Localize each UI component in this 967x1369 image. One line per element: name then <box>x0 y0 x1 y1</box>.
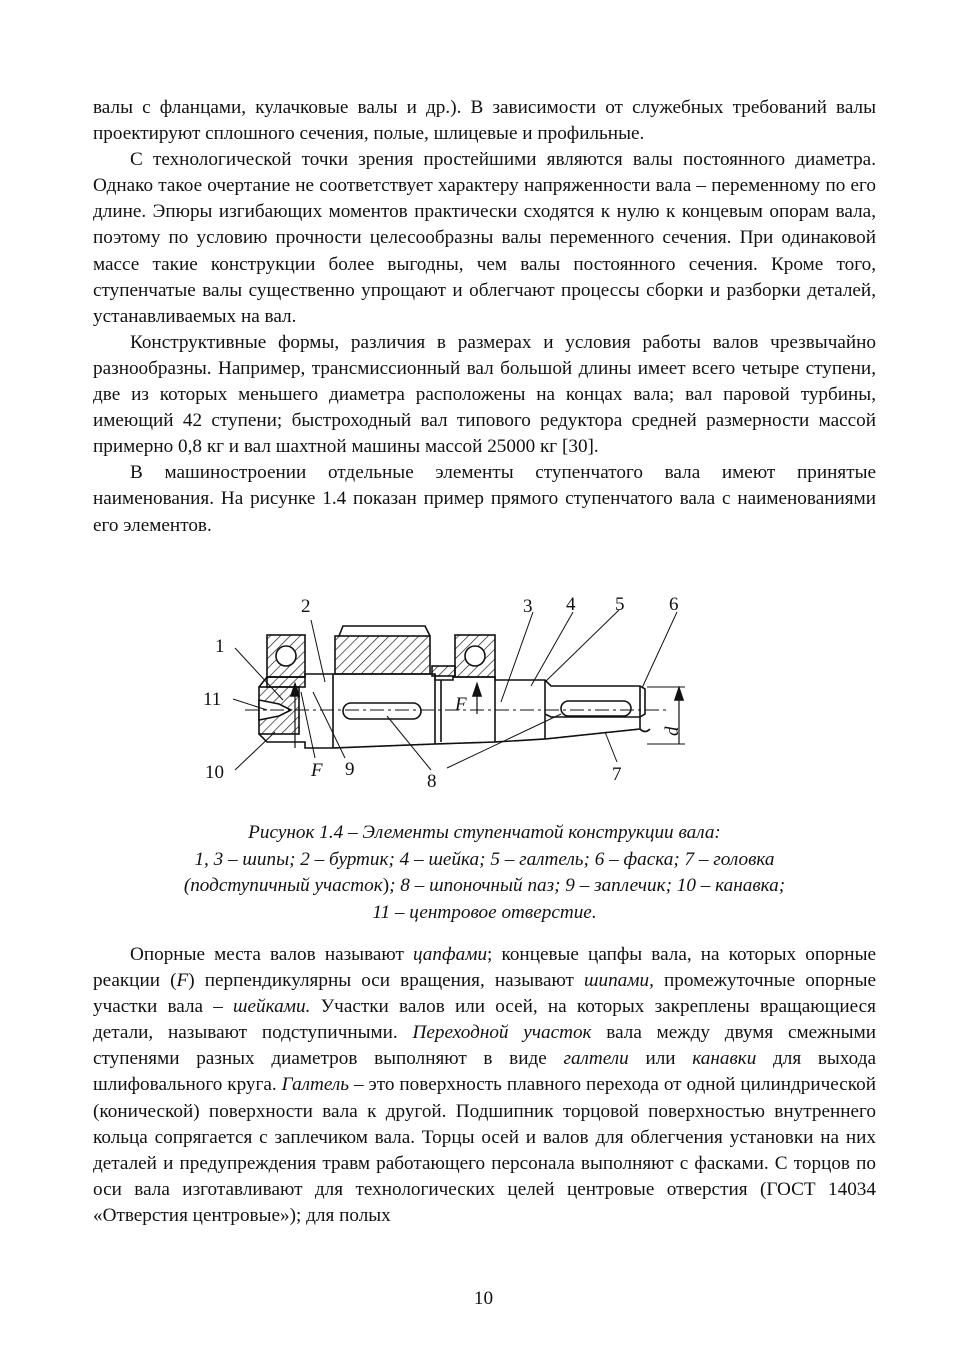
figure-caption <box>93 820 876 926</box>
caption-line-3 <box>93 873 876 900</box>
label-5: 5 <box>615 594 625 615</box>
label-9: 9 <box>345 759 355 780</box>
text-run: или <box>628 1048 693 1070</box>
text-run: Участки валов или осей, на которых закреплены вращающиеся детали, называют подступичными. <box>93 996 876 1044</box>
paragraph-3: Конструктивные формы, различия в размерах и условия работы валов чрезвычайно разнообразны. Например, трансмиссионный вал большой длины имеет всего четыре ступени, две из которых меньшего диаметра расположены на концах вала; вал паровой турбины, имеющий 42 ступени; быстроходный вал типового редуктора средней размерности массой примерно 0,8 кг и вал шахтной машины массой 25000 кг [30]. <box>93 331 876 458</box>
paragraph-4: В машиностроении отдельные элементы ступенчатого вала имеют принятые наименования. На рисунке 1.4 показан пример прямого ступенчатого вала с наименованиями его элементов. <box>93 462 876 536</box>
caption-line-4: 11 – центровое отверстие. <box>372 901 597 923</box>
paragraph-5 <box>93 942 876 1229</box>
page-number: 10 <box>473 1288 494 1309</box>
term-shipy: шипами, <box>584 970 654 992</box>
caption-line-2: 1, 3 – шипы; 2 – буртик; 4 – шейка; 5 – галтель; 6 – фаска; 7 – головка <box>194 848 775 870</box>
term-galtel: Галтель <box>281 1074 350 1096</box>
paragraph-2: С технологической точки зрения простейшими являются валы постоянного диаметра. Однако такое очертание не соответствует характеру напряженности вала – переменному по его длине. Эпюры изгибающих моментов практически сходятся к нулю к концевым опорам вала, поэтому по условию прочности целесообразны валы переменного сечения. При одинаковой массе такие конструкции более выгодны, чем валы постоянного сечения. Кроме того, ступенчатые валы существенно упрощают и облегчают процессы сборки и разборки деталей, устанавливаемых на вал. <box>93 149 876 327</box>
caption-line-3-c: ; 8 – шпоночный паз; 9 – заплечик; 10 – канавка; <box>389 875 786 896</box>
right-bearing-ball <box>465 646 485 666</box>
shaft-outline-upper <box>259 674 645 717</box>
term-tsapfy: цапфами <box>412 944 488 965</box>
label-7: 7 <box>612 764 622 785</box>
text-run: ) перпендикулярны оси вращения, называют <box>188 970 585 992</box>
text-run: ; концевые цапфы вала, на которых опорные реакции ( <box>93 944 876 992</box>
label-4: 4 <box>566 594 576 615</box>
label-8: 8 <box>427 771 437 792</box>
text-run: Опорные места валов называют <box>130 944 413 965</box>
paragraph-1: валы с фланцами, кулачковые валы и др.). В зависимости от служебных требований валы проектируют сплошного сечения, полые, шлицевые и профильные. <box>93 97 876 145</box>
label-6: 6 <box>669 594 679 615</box>
symbol-force: F <box>176 970 189 992</box>
shaft-drawing <box>233 610 685 770</box>
text-run: промежуточные опорные участки вала – <box>93 970 876 1018</box>
shaft-outline-lower <box>259 729 640 748</box>
label-force-bottom: F <box>311 760 323 781</box>
label-dimension-d: d <box>662 726 683 736</box>
dim-arrow <box>675 688 683 700</box>
break-line <box>640 729 650 732</box>
label-11: 11 <box>203 689 222 710</box>
left-bearing-inner <box>267 677 305 687</box>
keyway-2 <box>561 701 631 716</box>
label-force-mid: F <box>455 694 467 715</box>
gear-rim <box>339 626 430 636</box>
term-perekhodnoy-uchastok: Переходной участок <box>412 1022 592 1044</box>
keyway-1 <box>343 703 421 719</box>
text-run: вала между двумя смежными ступенями разных диаметров выполняют в виде <box>93 1022 876 1070</box>
shaft-figure <box>195 592 715 802</box>
label-2: 2 <box>301 596 311 617</box>
caption-line-3-b: ) <box>382 875 390 896</box>
caption-line-3-a: (подступичный участок <box>183 875 383 896</box>
body-text-bottom <box>93 942 876 1229</box>
term-sheyki: шейками. <box>233 996 311 1018</box>
gear-hub <box>335 636 430 674</box>
label-1: 1 <box>215 636 225 657</box>
label-10: 10 <box>205 762 224 783</box>
left-bearing-ball <box>276 646 296 666</box>
term-kanavki: канавки <box>692 1048 757 1070</box>
body-text-top <box>93 95 876 539</box>
label-3: 3 <box>523 596 533 617</box>
text-run: для выхода шлифовального круга. <box>93 1048 876 1096</box>
caption-line-1: Рисунок 1.4 – Элементы ступенчатой конструкции вала: <box>248 822 721 843</box>
term-galteli: галтели <box>563 1048 629 1070</box>
text-run: – это поверхность плавного перехода от одной цилиндрической (конической) поверхности вала к другой. Подшипник торцовой поверхностью внутреннего кольца сопрягается с заплечиком вала. Торцы осей и валов для облегчения установки на них деталей и предупреждения травм работающего персонала выполняют с фасками. С торцов по оси вала изготавливают для технологических целей центровые отверстия (ГОСТ 14034 «Отверстия центровые»); для полых <box>93 1074 877 1226</box>
force-arrowhead-mid <box>473 684 481 696</box>
